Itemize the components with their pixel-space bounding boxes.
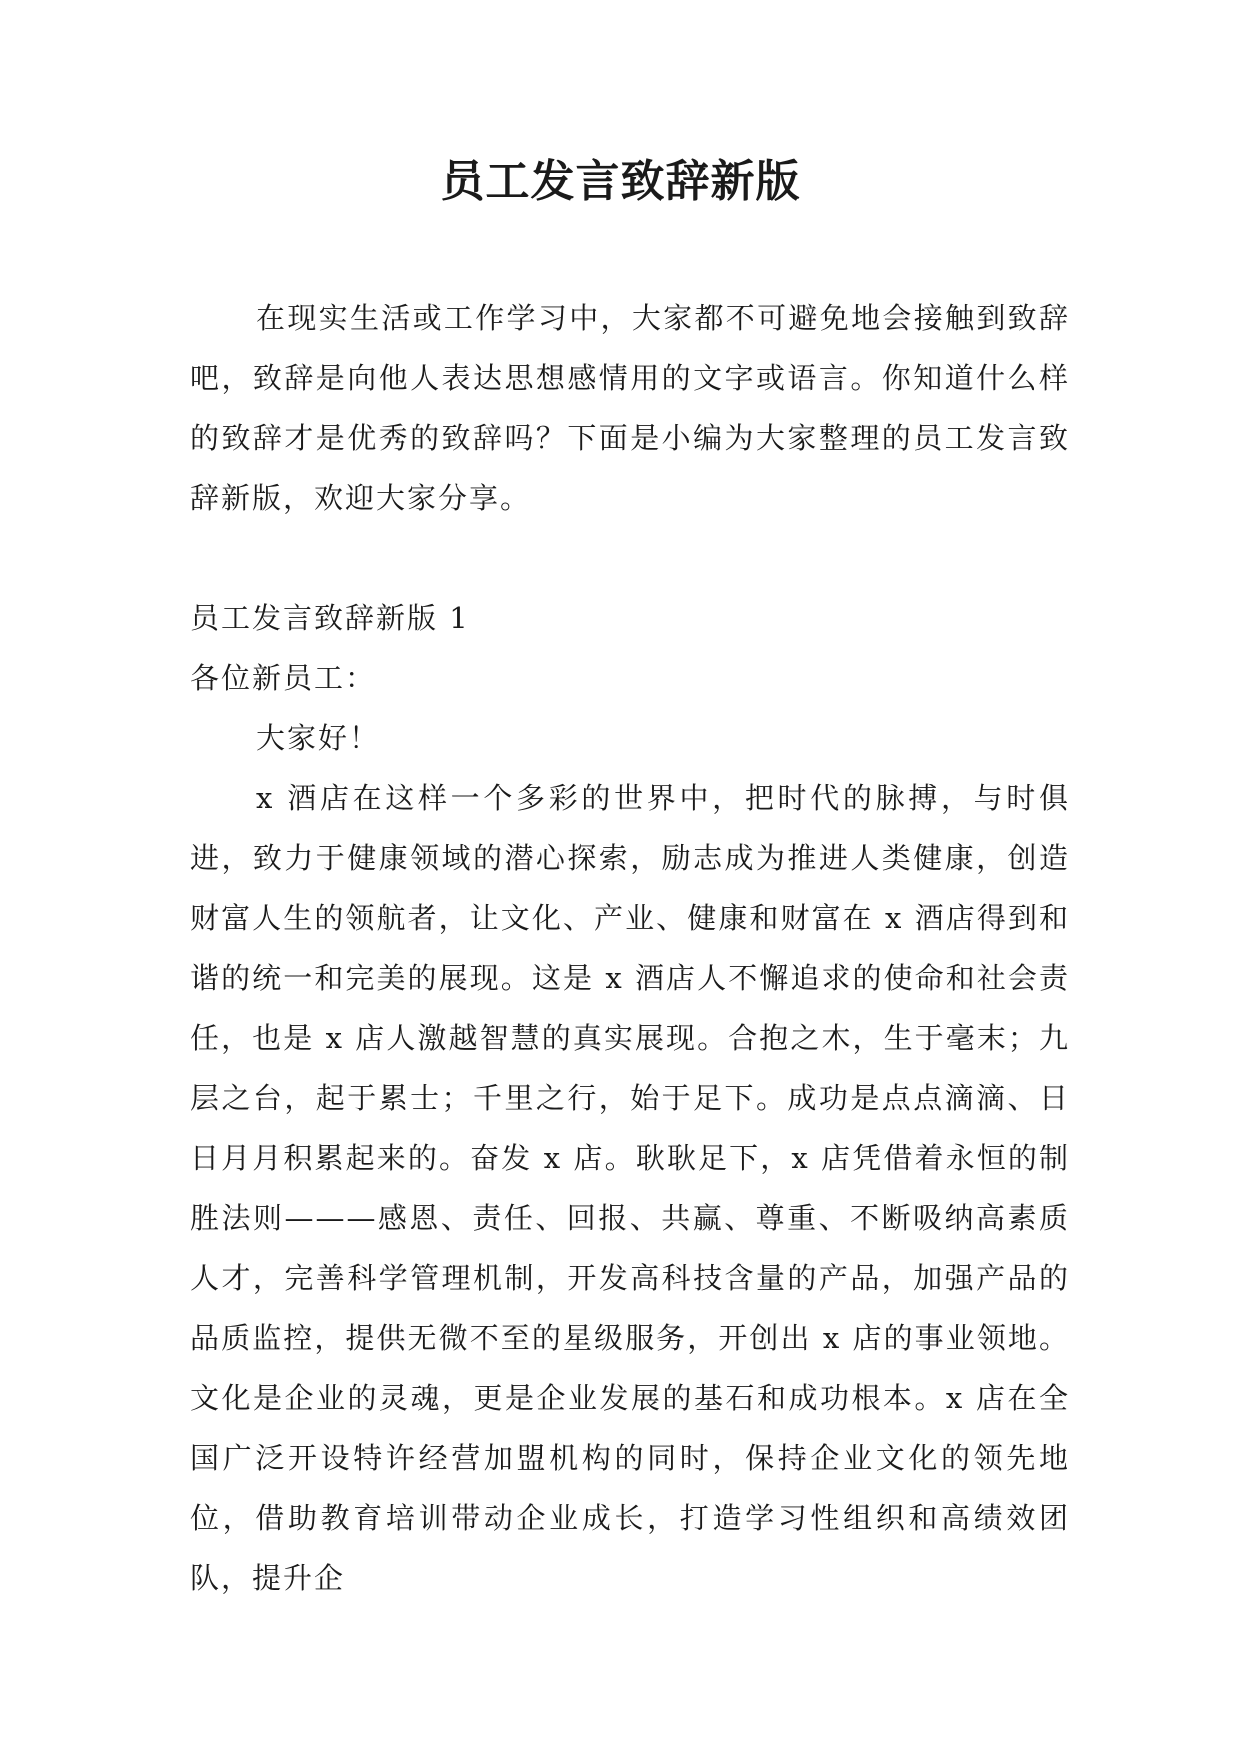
- section-heading: 员工发言致辞新版 1: [190, 601, 470, 635]
- document-title: 员工发言致辞新版: [440, 156, 801, 207]
- paragraph-spacer: [190, 528, 1070, 588]
- body-paragraph: x 酒店在这样一个多彩的世界中，把时代的脉搏，与时俱进，致力于健康领域的潜心探索，励志成为推进人类健康，创造财富人生的领航者，让文化、产业、健康和财富在 x 酒店得到和谐的统一和完美的展现。这是 x 酒店人不懈追求的使命和社会责任，也是 x 店人激越智慧的真实展现。合抱之木，生于毫末；九层之台，起于累士；千里之行，始于足下。成功是点点滴滴、日日月月积累起来的。奋发 x 店。耿耿足下，x 店凭借着永恒的制胜法则———感恩、责任、回报、共赢、尊重、不断吸纳高素质人才，完善科学管理机制，开发高科技含量的产品，加强产品的品质监控，提供无微不至的星级服务，开创出 x 店的事业领地。文化是企业的灵魂，更是企业发展的基石和成功根本。x 店在全国广泛开设特许经营加盟机构的同时，保持企业文化的领先地位，借助教育培训带动企业成长，打造学习性组织和高绩效团队，提升企: [190, 781, 1070, 1595]
- greeting: 大家好！: [256, 721, 381, 755]
- document-body: [190, 288, 1070, 1608]
- intro-paragraph: 在现实生活或工作学习中，大家都不可避免地会接触到致辞吧，致辞是向他人表达思想感情用的文字或语言。你知道什么样的致辞才是优秀的致辞吗？下面是小编为大家整理的员工发言致辞新版，欢迎大家分享。: [190, 301, 1070, 515]
- salutation: 各位新员工：: [190, 661, 377, 695]
